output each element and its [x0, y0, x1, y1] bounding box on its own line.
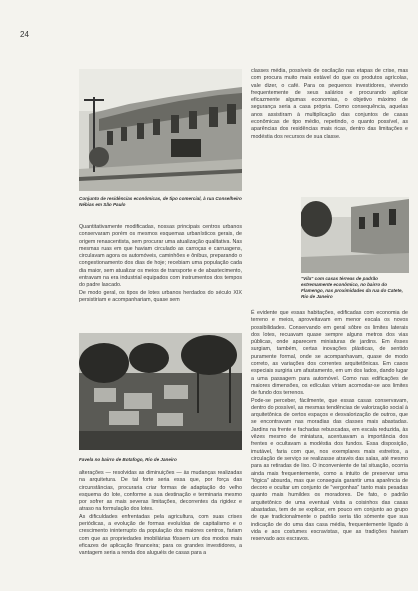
photo-vila: [301, 197, 409, 273]
photo-residences: [79, 69, 242, 191]
right-column-upper: [251, 68, 408, 141]
left-column-upper: [79, 224, 242, 304]
paragraph: alterações — resolvidas as diminuições — às mudanças realizadas na arquitetura. De tal forte seria essa que, por força das circunstâncias, procuraria criar formas de adaptação do velho esquema do lote, conforme a sua destinação e terminaria mesmo por sofrer as mais severas limitações, decorrentes da rigidez e atraso na formulação dos lotes.: [79, 470, 242, 513]
paragraph: classes média, possíveis de oscilação nas etapas de crise, mas com procura muito mais estável do que os produtos agrícolas, vale dizer, o café. Para os pequenos investidores, vivendo frequentemente de seus salários e procurando aplicar eficazmente algumas economias, o objetivo máximo de segurança seria a casa própria. Como consequência, aquelas anos assistiram à multiplicação das conjuntos de casas econômicas de tipo médio, repetindo, o quanto possível, as aparências dos residências mais ricas, dentro das limitações e modéstia dos recursos de sua classe.: [251, 68, 408, 140]
photo-favela: [79, 333, 242, 450]
paragraph: As dificuldades enfrentadas pela agricultura, com suas crises periódicas, a evolução de formas evoluídas de capitalismo e o crescimento ininterrupto da população dos maiores centros, fariam com que as propriedades imobiliárias fôssem um dos modos mais eficazes de aplicação financeira; para os grandes investidores, a vantagem seria a renda dos aluguéis de casas para a: [79, 513, 242, 557]
caption-photo-vila: "Vila" com casas térreas de padrão extremamente econômico, no bairro do Flamengo, nas proximidades da rua do Catete, Rio de Janeiro: [301, 276, 403, 299]
left-column-lower: [79, 470, 242, 558]
paragraph: É evidente que essas habitações, edificadas com economia de terreno e meios, aproveitavam em menor escala os novos possibilidades. Conservando em geral sôbre os limites laterais dos lotes, recuavam quase sempre alguns metros dos vias públicas, onde aparecem miniaturas de jardins. Em êsses surgiam, também, certas inovações plásticas, de sentido puramente formal, onde se acompanhavam, quase de modo correto, as variações dos correntes arquitetônicas. Em casos especiais surgiria um afastamento, em um dos lados, dando lugar a uma passagem para automóvel. Como nas edificações de maiores dimensões, os edículas viriam acomodar-se aos limites de fundo dos terrenos.: [251, 310, 408, 397]
caption-photo-favela: Favela no bairro de Botafogo, Rio de Janeiro: [79, 457, 177, 462]
paragraph: De modo geral, os tipos de lotes urbanos herdados do século XIX persistiriam e acompanhariam, quase sem: [79, 289, 242, 303]
page-number: 24: [20, 30, 29, 39]
caption-photo-residences: Conjunto de residências econômicas, de tipo comercial, à rua Conselheiro Nébias em São Paulo: [79, 196, 242, 207]
paragraph: Quantitativamente modificadas, nossas principais centros urbanos conservaram porém os mesmos esquemas urbanísticos gerais, de origem renascentista, sem procurar uma atualização qualitativa. Nas mesmas ruas em que haviam circulado as carroças e carruagens, circulavam agora os automóveis, caminhões e ônibus, preparando o congestionamento dos dias de hoje; recebiam uma população cada dia maior, sem atualizar os meios de transporte e de abastecimento, entravam na era industrial equipados com instrumentos dos tempos do padre lascado.: [79, 224, 242, 289]
right-column-lower: [251, 310, 408, 544]
paragraph: Pode-se perceber, fàcilmente, que essas casas conservavam, dentro do possível, as mesmas tendências de valorização social à arquitetônica de certos espaços e desvalorização de outros, que se encontravam nas moradias das classes mais abastadas. Jardins na frente e fachadas rebuscadas, em escala reduzida, às vêzes mesmo de miniatura, acentuavam a importância dos frentes e ocultavam a modéstia dos fundos. Essa disposição, imutável, faria com que, nos exemplares mais estreitos, a circulação de serviço se realizasse através das salas, até mesmo para as retiradas de lixo. O inconveniente de tal situação, ocorria ainda mais frequentemente, como a intuito de preservar uma "lógica" absurda, mas que conseguia garantir uma aparência de decoro e ocultar um conjunto de "vergonhas" tanto mais pesadas quanto mais humildes os moradores. De fato, o padrão arquitetônico de uma eventual visita a coisinhos das casas abastadas, tem de se explicar, em pouco em conjunto ao grupo de que tradicionalmente o padrão seria tão sòmente que sua indicação de do uma das casa média, frequentemente ligado à vida e aos costumes escravistas, que as tradições haviam reservado aos escravos.: [251, 397, 408, 543]
